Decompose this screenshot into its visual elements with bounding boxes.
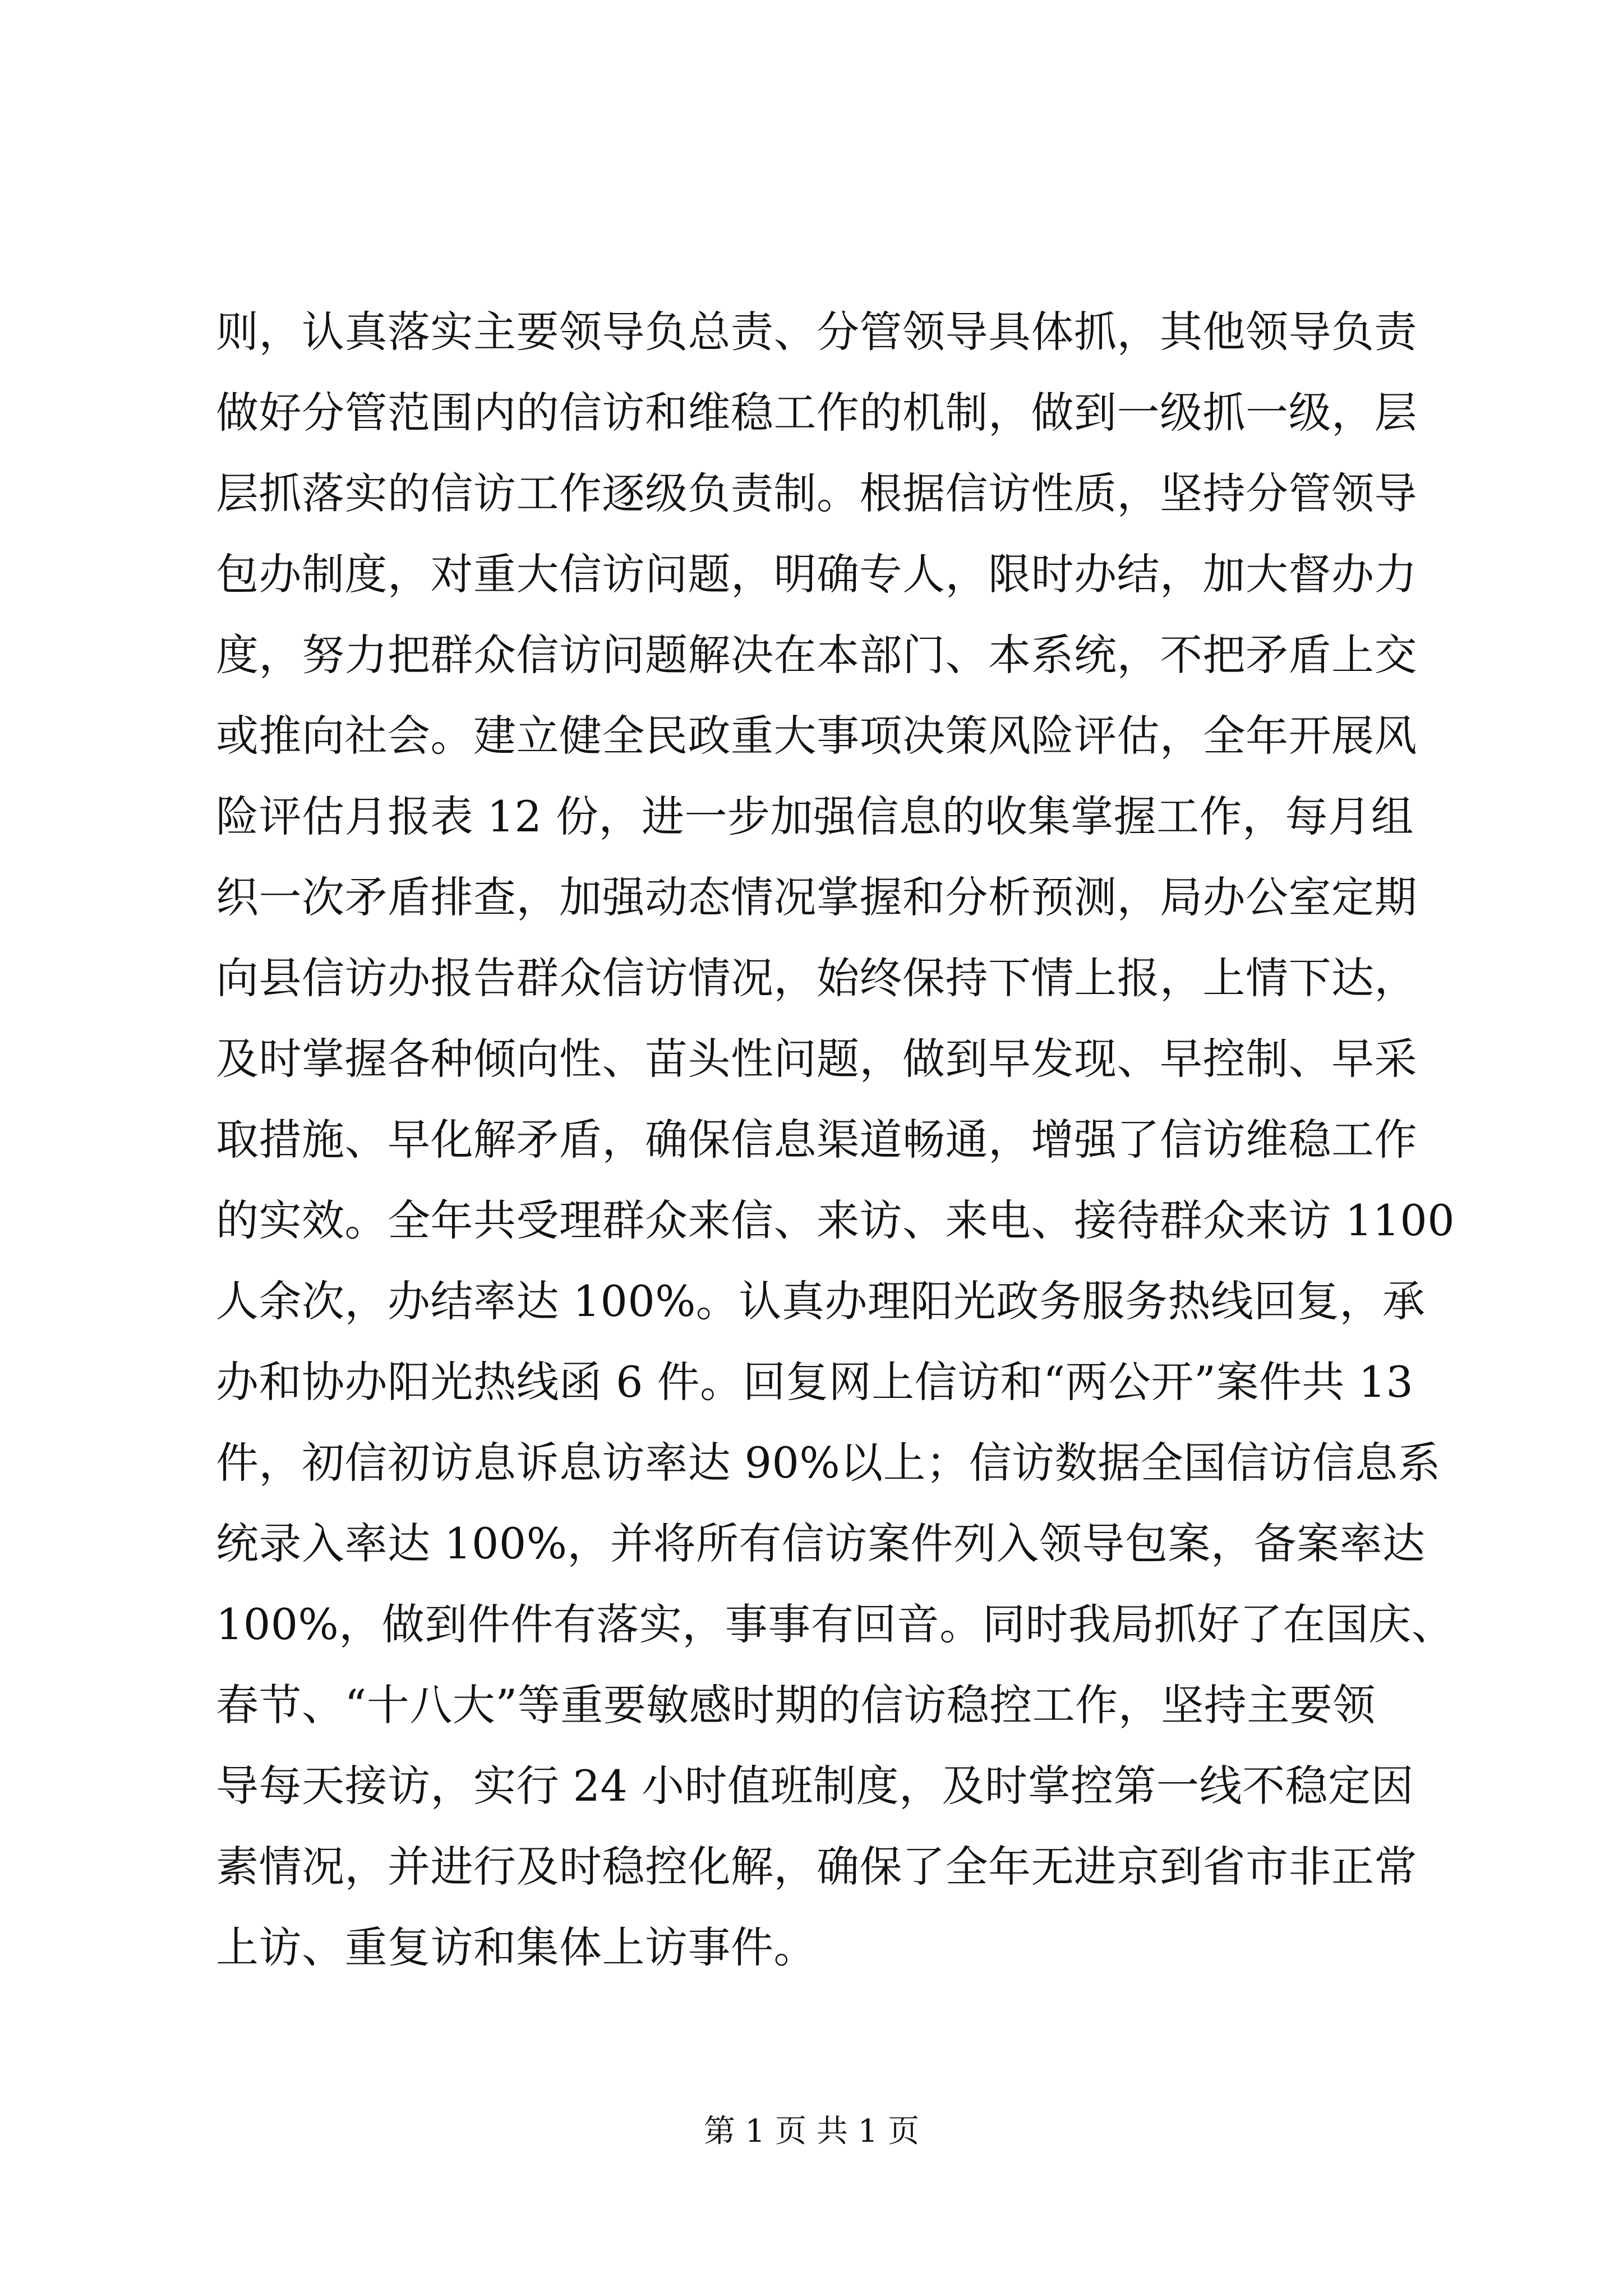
text-line: 件，初信初访息诉息访率达 90%以上；信访数据全国信访信息系 <box>216 1438 1441 1488</box>
text-line: 人余次，办结率达 100%。认真办理阳光政务服务热线回复，承 <box>216 1276 1426 1326</box>
text-line: 导每天接访，实行 24 小时值班制度，及时掌控第一线不稳定因 <box>216 1761 1414 1811</box>
text-line: 素情况，并进行及时稳控化解，确保了全年无进京到省市非正常 <box>216 1842 1417 1892</box>
text-line: 则，认真落实主要领导负总责、分管领导具体抓，其他领导负责 <box>216 307 1417 357</box>
text-line: 取措施、早化解矛盾，确保信息渠道畅通，增强了信访维稳工作 <box>216 1115 1417 1165</box>
text-line: 织一次矛盾排查，加强动态情况掌握和分析预测，局办公室定期 <box>216 872 1417 922</box>
text-line: 春节、“十八大”等重要敏感时期的信访稳控工作，坚持主要领 <box>216 1680 1376 1730</box>
text-line: 及时掌握各种倾向性、苗头性问题，做到早发现、早控制、早采 <box>216 1034 1417 1084</box>
body-text <box>216 292 1455 1988</box>
text-line: 上访、重复访和集体上访事件。 <box>216 1922 817 1972</box>
text-line: 统录入率达 100%，并将所有信访案件列入领导包案，备案率达 <box>216 1519 1426 1568</box>
page-footer <box>0 2112 1623 2151</box>
text-line: 办和协办阳光热线函 6 件。回复网上信访和“两公开”案件共 13 <box>216 1357 1414 1407</box>
text-line: 险评估月报表 12 份，进一步加强信息的收集掌握工作，每月组 <box>216 792 1414 841</box>
text-line: 做好分管范围内的信访和维稳工作的机制，做到一级抓一级，层 <box>216 388 1417 438</box>
text-line: 或推向社会。建立健全民政重大事项决策风险评估，全年开展风 <box>216 711 1417 761</box>
text-line: 向县信访办报告群众信访情况，始终保持下情上报，上情下达， <box>216 953 1417 1003</box>
text-line: 100%，做到件件有落实，事事有回音。同时我局抓好了在国庆、 <box>216 1599 1455 1649</box>
page-number: 第 1 页 共 1 页 <box>703 2113 920 2150</box>
text-line: 层抓落实的信访工作逐级负责制。根据信访性质，坚持分管领导 <box>216 468 1417 518</box>
text-line: 包办制度，对重大信访问题，明确专人，限时办结，加大督办力 <box>216 549 1417 599</box>
text-line: 的实效。全年共受理群众来信、来访、来电、接待群众来访 1100 <box>216 1195 1455 1245</box>
text-line: 度，努力把群众信访问题解决在本部门、本系统，不把矛盾上交 <box>216 630 1417 680</box>
